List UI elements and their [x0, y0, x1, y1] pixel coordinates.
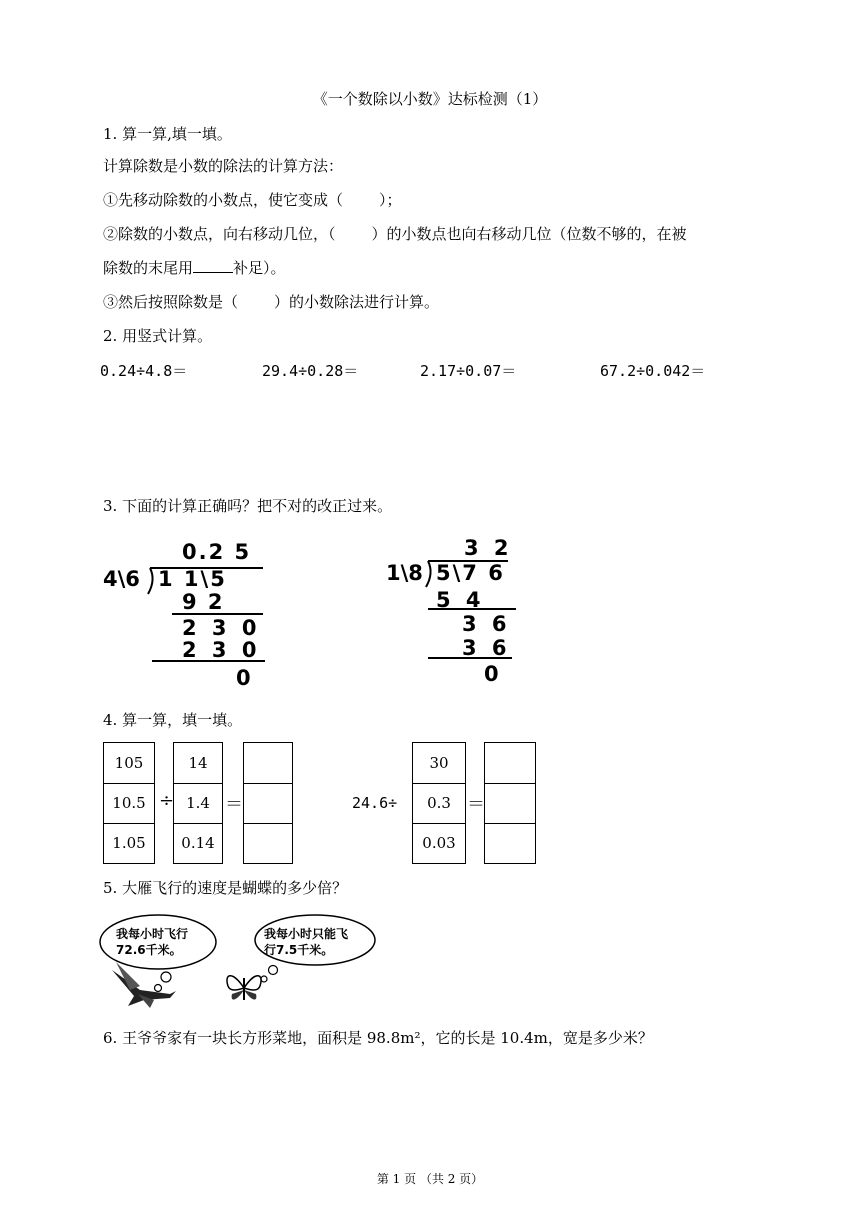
q6-heading: 6. 王爷爷家有一块长方形菜地，面积是 98.8m²，它的长是 10.4m，宽是多少米？	[103, 1029, 653, 1047]
butterfly-icon	[224, 968, 264, 1008]
q3-heading: 3. 下面的计算正确吗？把不对的改正过来。	[103, 497, 393, 515]
goose-bubble-line: 72.6千米。	[116, 943, 182, 957]
q4-answer-column[interactable]	[243, 742, 293, 864]
calc1-divisor: 4\6	[103, 567, 140, 591]
table-cell: 105	[104, 743, 154, 784]
goose-icon	[110, 960, 180, 1010]
table-cell: 10.5	[104, 783, 154, 824]
q2-heading: 2. 用竖式计算。	[103, 327, 213, 345]
answer-cell[interactable]	[244, 743, 292, 784]
q1-step2-pre: ②除数的小数点，向右移动几位，（	[103, 225, 336, 243]
q4-column-divisors-2	[412, 742, 466, 864]
answer-cell[interactable]	[485, 783, 535, 824]
calc1-dividend: 1 1\5	[158, 567, 227, 591]
goose-bubble-line: 我每小时飞行	[116, 927, 189, 941]
q1-step3	[103, 292, 439, 312]
answer-underline[interactable]	[193, 258, 233, 273]
answer-cell[interactable]	[244, 783, 292, 824]
page-title: 《一个数除以小数》达标检测（1）	[312, 90, 548, 108]
calc2-divisor: 1\8	[386, 561, 423, 585]
calc2-division-lines	[380, 555, 520, 665]
q1-step3-pre: ③然后按照除数是（	[103, 293, 239, 311]
q2-problem: 2.17÷0.07＝	[420, 362, 517, 380]
calc2-row3: 3 6	[462, 636, 511, 660]
answer-cell[interactable]	[244, 823, 292, 863]
q4-column-divisors	[173, 742, 223, 864]
answer-cell[interactable]	[485, 823, 535, 863]
calc1-remainder: 0	[236, 666, 251, 690]
q2-problem: 0.24÷4.8＝	[100, 362, 188, 380]
table-cell: 30	[413, 743, 465, 784]
butterfly-bubble-line: 我每小时只能飞	[264, 927, 349, 941]
q1-step1	[103, 190, 402, 210]
q4-group2-prefix: 24.6÷	[352, 794, 398, 812]
calc2-row1: 5 4	[436, 588, 485, 612]
calc1-row3: 2 3 0	[182, 638, 261, 662]
calc1-quotient: 0.2 5	[182, 540, 252, 564]
q1-step2-cont-post: 补足）。	[233, 259, 286, 277]
table-cell: 0.3	[413, 783, 465, 824]
q1-step2-cont-pre: 除数的末尾用	[103, 259, 194, 277]
butterfly-bubble-text	[264, 926, 348, 958]
calc2-row2: 3 6	[462, 612, 511, 636]
butterfly-bubble-line: 行7.5千米。	[264, 943, 334, 957]
q2-problem: 29.4÷0.28＝	[262, 362, 359, 380]
q1-step1-post: ）；	[379, 191, 402, 209]
table-cell: 14	[174, 743, 222, 784]
q1-step1-pre: ①先移动除数的小数点，使它变成（	[103, 191, 344, 209]
table-cell: 0.03	[422, 834, 456, 852]
calc1-division-lines	[100, 560, 270, 690]
table-cell: 1.4	[174, 783, 222, 824]
q5-heading: 5. 大雁飞行的速度是蝴蝶的多少倍？	[103, 879, 348, 897]
calc1-row1: 9 2	[182, 590, 225, 614]
divide-sign: ÷	[159, 790, 175, 811]
q1-heading: 1. 算一算,填一填。	[103, 125, 232, 143]
q1-step2-post: ）的小数点也向右移动几位（位数不够的，在被	[371, 225, 687, 243]
page-footer: 第 1 页 （共 2 页）	[376, 1172, 484, 1186]
q1-intro: 计算除数是小数的除法的计算方法：	[103, 157, 344, 175]
table-cell: 0.14	[181, 834, 215, 852]
equals-sign: ＝	[225, 794, 243, 815]
table-cell: 1.05	[112, 834, 146, 852]
calc2-quotient: 3 2	[464, 536, 513, 560]
q4-column-dividends	[103, 742, 155, 864]
calc1-row2: 2 3 0	[182, 616, 261, 640]
goose-bubble-text	[116, 926, 188, 958]
q1-step3-post: ）的小数除法进行计算。	[274, 293, 440, 311]
q1-step2	[103, 224, 687, 244]
calc2-remainder: 0	[484, 662, 499, 686]
q4-answer-column-2[interactable]	[484, 742, 536, 864]
answer-cell[interactable]	[485, 743, 535, 784]
equals-sign: ＝	[467, 794, 485, 815]
calc2-dividend: 5\7 6	[436, 561, 505, 585]
q4-heading: 4. 算一算，填一填。	[103, 711, 243, 729]
q2-problem: 67.2÷0.042＝	[600, 362, 706, 380]
q1-step2-cont	[103, 258, 286, 278]
